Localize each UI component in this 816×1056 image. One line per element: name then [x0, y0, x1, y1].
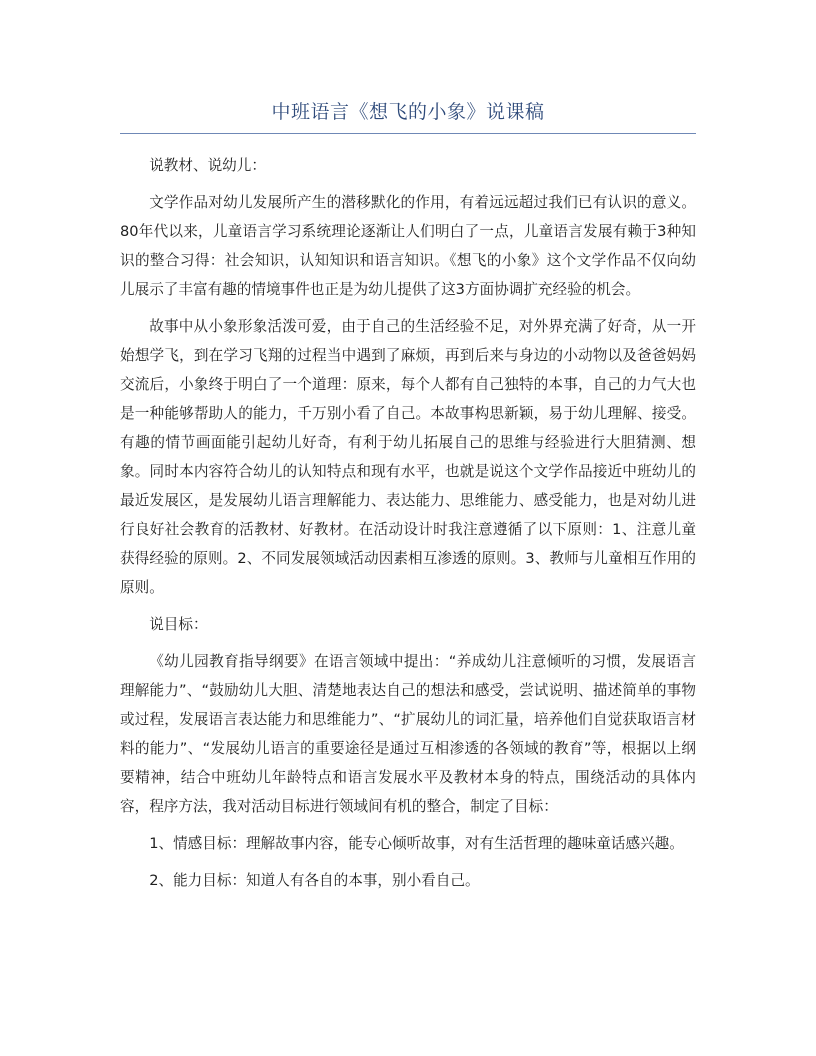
page-title: 中班语言《想飞的小象》说课稿 [271, 101, 545, 123]
document-body [120, 151, 696, 895]
paragraph: 故事中从小象形象活泼可爱，由于自己的生活经验不足，对外界充满了好奇，从一开始想学飞，到在学习飞翔的过程当中遇到了麻烦，再到后来与身边的小动物以及爸爸妈妈交流后，小象终于明白了一个道理：原来，每个人都有自己独特的本事，自己的力气大也是一种能够帮助人的能力，千万别小看了自己。本故事构思新颖，易于幼儿理解、接受。有趣的情节画面能引起幼儿好奇，有利于幼儿拓展自己的思维与经验进行大胆猜测、想象。同时本内容符合幼儿的认知特点和现有水平，也就是说这个文学作品接近中班幼儿的最近发展区，是发展幼儿语言理解能力、表达能力、思维能力、感受能力，也是对幼儿进行良好社会教育的活教材、好教材。在活动设计时我注意遵循了以下原则：1、注意儿童获得经验的原则。2、不同发展领域活动因素相互渗透的原则。3、教师与儿童相互作用的原则。 [120, 318, 696, 596]
title-divider [120, 133, 696, 134]
section-heading-goals: 说目标： [149, 616, 208, 633]
section-heading-material: 说教材、说幼儿： [149, 157, 266, 174]
paragraph: 《幼儿园教育指导纲要》在语言领域中提出：“养成幼儿注意倾听的习惯，发展语言理解能力”、“鼓励幼儿大胆、清楚地表达自己的想法和感受，尝试说明、描述简单的事物或过程，发展语言表达能力和思维能力”、“扩展幼儿的词汇量，培养他们自觉获取语言材料的能力”、“发展幼儿语言的重要途径是通过互相渗透的各领域的教育”等，根据以上纲要精神，结合中班幼儿年龄特点和语言发展水平及教材本身的特点，围绕活动的具体内容，程序方法，我对活动目标进行领域间有机的整合，制定了目标： [120, 653, 696, 815]
goal-item: 1、情感目标：理解故事内容，能专心倾听故事，对有生活哲理的趣味童话感兴趣。 [149, 835, 684, 852]
goal-item: 2、能力目标：知道人有各自的本事，别小看自己。 [149, 872, 480, 889]
paragraph: 文学作品对幼儿发展所产生的潜移默化的作用，有着远远超过我们已有认识的意义。80年代以来，儿童语言学习系统理论逐渐让人们明白了一点，儿童语言发展有赖于3种知识的整合习得：社会知识，认知知识和语言知识。《想飞的小象》这个文学作品不仅向幼儿展示了丰富有趣的情境事件也正是为幼儿提供了这3方面协调扩充经验的机会。 [120, 194, 696, 298]
